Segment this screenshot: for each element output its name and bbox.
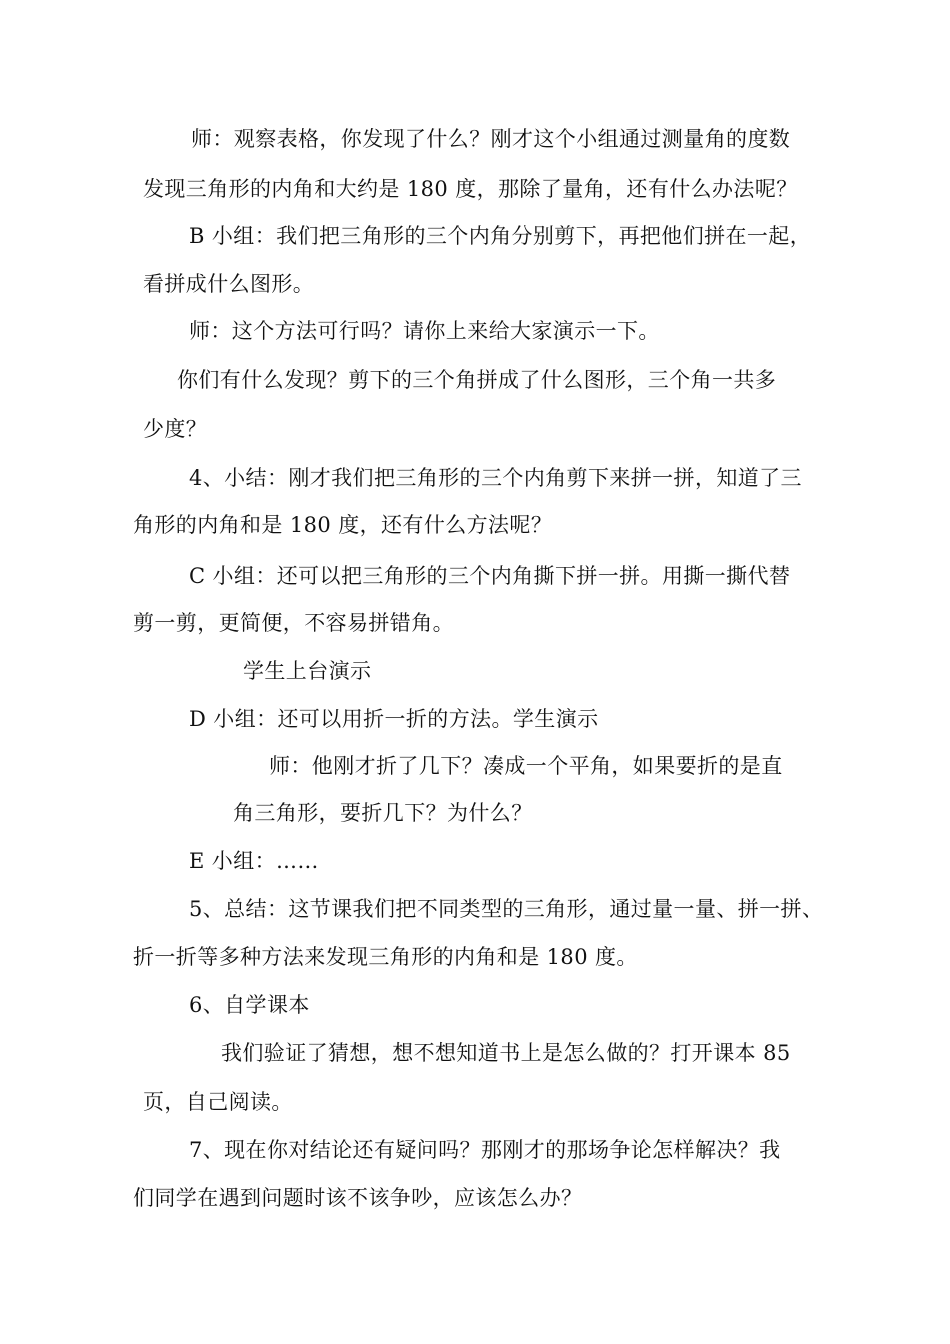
text-line-11: 剪一剪，更简便，不容易拼错角。: [133, 611, 454, 635]
text-line-3: B 小组：我们把三角形的三个内角分别剪下，再把他们拼在一起，: [189, 224, 812, 248]
text-line-10: C 小组：还可以把三角形的三个内角撕下拼一拼。用撕一撕代替: [189, 564, 791, 588]
text-line-17: 5、总结：这节课我们把不同类型的三角形，通过量一量、拼一拼、: [189, 897, 824, 921]
text-line-12: 学生上台演示: [243, 659, 372, 683]
text-line-16: E 小组：……: [189, 849, 319, 873]
text-line-22: 7、现在你对结论还有疑问吗？那刚才的那场争论怎样解决？我: [189, 1138, 781, 1162]
text-line-14: 师：他刚才折了几下？凑成一个平角，如果要折的是直: [269, 754, 783, 778]
text-line-9: 角形的内角和是 180 度，还有什么方法呢？: [133, 513, 553, 537]
text-line-13: D 小组：还可以用折一折的方法。学生演示: [189, 707, 599, 731]
text-line-6: 你们有什么发现？剪下的三个角拼成了什么图形，三个角一共多: [177, 368, 777, 392]
text-line-19: 6、自学课本: [189, 993, 310, 1017]
text-line-21: 页，自己阅读。: [143, 1090, 293, 1114]
text-line-5: 师：这个方法可行吗？请你上来给大家演示一下。: [189, 319, 660, 343]
text-line-15: 角三角形，要折几下？为什么？: [233, 801, 533, 825]
text-line-2: 发现三角形的内角和大约是 180 度，那除了量角，还有什么办法呢？: [143, 177, 798, 201]
text-line-8: 4、小结：刚才我们把三角形的三个内角剪下来拼一拼，知道了三: [189, 466, 802, 490]
text-line-1: 师：观察表格，你发现了什么？刚才这个小组通过测量角的度数: [191, 127, 791, 151]
text-line-20: 我们验证了猜想，想不想知道书上是怎么做的？打开课本 85: [221, 1041, 791, 1065]
text-line-23: 们同学在遇到问题时该不该争吵，应该怎么办？: [133, 1186, 583, 1210]
text-line-18: 折一折等多种方法来发现三角形的内角和是 180 度。: [133, 945, 638, 969]
text-line-7: 少度？: [143, 417, 208, 441]
text-line-4: 看拼成什么图形。: [143, 272, 315, 296]
